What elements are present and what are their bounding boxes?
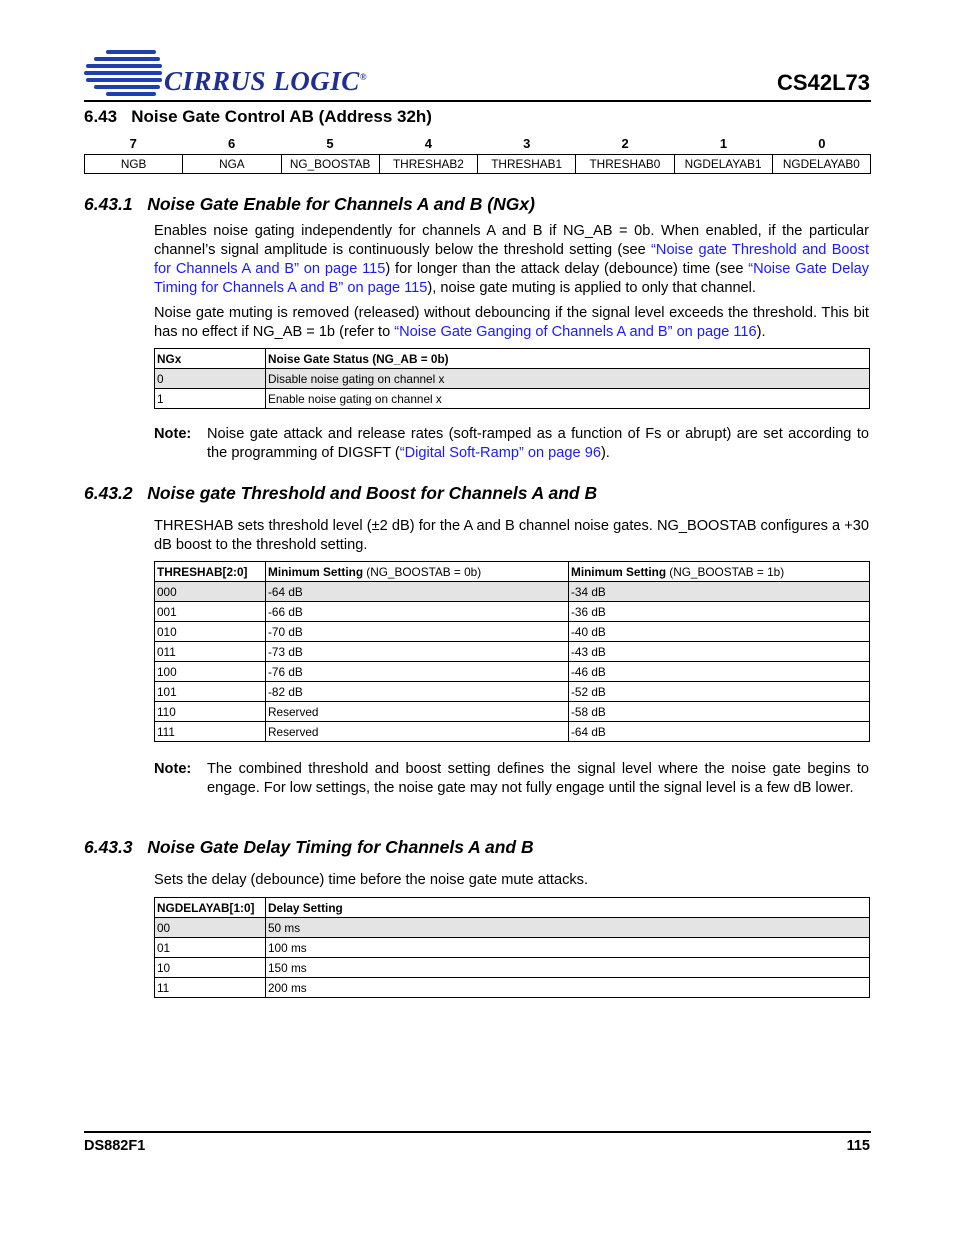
table-cell: -76 dB: [266, 662, 569, 682]
table-cell: 100: [155, 662, 266, 682]
paragraph: Enables noise gating independently for channels A and B if NG_AB = 0b. When enabled, if the particular channel’s signal amplitude is continuously below the threshold setting (see “Noise gate Threshold and Boost for Channels A and B” on page 115) for longer than the attack delay (debounce) time (see “Noise Gate Delay Timing for Channels A and B” on page 115), noise gate muting is applied to only that channel.: [154, 223, 870, 296]
table-cell: 011: [155, 642, 266, 662]
table-header: Minimum Setting (NG_BOOSTAB = 0b): [266, 562, 569, 582]
table-cell: 150 ms: [266, 958, 870, 978]
paragraph: Noise gate muting is removed (released) without debouncing if the signal level exceeds the threshold. This bit has no effect if NG_AB = 1b (refer to “Noise Gate Ganging of Channels A and B” on page 116).: [154, 305, 869, 340]
note-soft-ramp: Note: Noise gate attack and release rates (soft-ramped as a function of Fs or abrupt) are set according to the programming of DIGSFT (“Digital Soft-Ramp” on page 96).: [154, 426, 869, 461]
table-row: [155, 958, 870, 978]
table-cell: -70 dB: [266, 622, 569, 642]
table-cell: Disable noise gating on channel x: [266, 369, 870, 389]
bit-number-row: [84, 136, 871, 151]
table-row: [155, 622, 870, 642]
table-header: NGDELAYAB[1:0]: [155, 898, 266, 918]
bit-number: 5: [326, 136, 334, 151]
table-row: [155, 978, 870, 998]
table-cell: 1: [155, 389, 266, 409]
paragraph: THRESHAB sets threshold level (±2 dB) for the A and B channel noise gates. NG_BOOSTAB configures a +30 dB boost to the threshold setting.: [154, 518, 869, 553]
table-cell: -64 dB: [266, 582, 569, 602]
table-row: [155, 918, 870, 938]
bit-number: 6: [227, 136, 236, 151]
note-threshold: Note: The combined threshold and boost setting defines the signal level where the noise gate begins to engage. For low settings, the noise gate may not fully engage until the signal level is a few dB lower.: [154, 761, 869, 796]
table-header: Delay Setting: [266, 898, 870, 918]
table-row: [155, 682, 870, 702]
delay-table: [154, 897, 870, 998]
header-rule: [84, 100, 871, 102]
table-cell: 000: [155, 582, 266, 602]
table-cell: 11: [155, 978, 266, 998]
table-cell: -64 dB: [569, 722, 870, 742]
subsection-title-threshold: 6.43.2 Noise gate Threshold and Boost for Channels A and B: [84, 483, 598, 503]
table-header-row: [155, 898, 870, 918]
table-row: [155, 938, 870, 958]
cirrus-logic-logo: [84, 46, 374, 100]
table-cell: -52 dB: [569, 682, 870, 702]
bit-number: 4: [424, 136, 432, 151]
table-cell: -82 dB: [266, 682, 569, 702]
table-header: Minimum Setting (NG_BOOSTAB = 1b): [569, 562, 870, 582]
note-label: Note:: [154, 426, 192, 442]
link-digital-soft-ramp[interactable]: “Digital Soft-Ramp” on page 96: [399, 444, 601, 461]
table-row: [155, 602, 870, 622]
logo-text: CIRRUS LOGIC®: [164, 66, 368, 96]
table-cell: 010: [155, 622, 266, 642]
table-row: [155, 582, 870, 602]
note-label: Note:: [154, 761, 192, 777]
threshold-table: [154, 561, 870, 742]
page-number: 115: [846, 1138, 870, 1154]
link-threshold[interactable]: “Noise gate Threshold and Boost for Channels A and B” on page 115: [154, 242, 870, 277]
table-row: [155, 369, 870, 389]
table-row: [155, 389, 870, 409]
bit-name: NGA: [183, 155, 281, 174]
table-header: THRESHAB[2:0]: [155, 562, 266, 582]
table-cell: -43 dB: [569, 642, 870, 662]
table-row: [155, 722, 870, 742]
bit-number: 1: [719, 136, 728, 151]
table-cell: 101: [155, 682, 266, 702]
footer-rule: [84, 1131, 871, 1133]
bit-name: THRESHAB1: [478, 155, 576, 174]
table-cell: 100 ms: [266, 938, 870, 958]
table-header-row: [155, 562, 870, 582]
table-row: [155, 702, 870, 722]
part-number: CS42L73: [777, 70, 870, 95]
table-cell: 50 ms: [266, 918, 870, 938]
table-cell: -66 dB: [266, 602, 569, 622]
link-ganging[interactable]: “Noise Gate Ganging of Channels A and B” on page 116: [394, 324, 757, 340]
table-header: Noise Gate Status (NG_AB = 0b): [266, 349, 870, 369]
bit-number: 0: [818, 136, 826, 151]
link-delay-timing[interactable]: “Noise Gate Delay Timing for Channels A and B” on page 115: [154, 261, 869, 296]
table-cell: -40 dB: [569, 622, 870, 642]
subsection-title-ngx: 6.43.1 Noise Gate Enable for Channels A and B (NGx): [84, 194, 535, 214]
table-cell: Reserved: [266, 702, 569, 722]
table-cell: 00: [155, 918, 266, 938]
table-cell: Enable noise gating on channel x: [266, 389, 870, 409]
bit-number: 2: [621, 136, 629, 151]
table-cell: 0: [155, 369, 266, 389]
document-id: DS882F1: [84, 1138, 146, 1154]
subsection-title-delay: 6.43.3 Noise Gate Delay Timing for Channels A and B: [84, 837, 534, 857]
register-bit-table: [84, 154, 871, 174]
ngx-table: [154, 348, 870, 409]
table-cell: 111: [155, 722, 266, 742]
bit-name: NG_BOOSTAB: [281, 155, 379, 174]
table-cell: -46 dB: [569, 662, 870, 682]
table-cell: 200 ms: [266, 978, 870, 998]
table-cell: 10: [155, 958, 266, 978]
table-row: [155, 642, 870, 662]
bit-name: NGDELAYAB1: [674, 155, 772, 174]
table-cell: -34 dB: [569, 582, 870, 602]
table-row: [85, 155, 871, 174]
table-row: [155, 662, 870, 682]
table-header: NGx: [155, 349, 266, 369]
bit-name: THRESHAB0: [576, 155, 674, 174]
logo-stripes-icon: [84, 46, 174, 100]
table-cell: -73 dB: [266, 642, 569, 662]
table-header-row: [155, 349, 870, 369]
section-title: 6.43 Noise Gate Control AB (Address 32h): [84, 107, 432, 126]
table-cell: 01: [155, 938, 266, 958]
table-cell: -58 dB: [569, 702, 870, 722]
bit-name: NGB: [85, 155, 183, 174]
table-cell: Reserved: [266, 722, 569, 742]
bit-name: NGDELAYAB0: [772, 155, 870, 174]
table-cell: -36 dB: [569, 602, 870, 622]
bit-name: THRESHAB2: [379, 155, 477, 174]
bit-number: 3: [523, 136, 531, 151]
table-cell: 110: [155, 702, 266, 722]
bit-number: 7: [129, 136, 137, 151]
table-cell: 001: [155, 602, 266, 622]
paragraph: Sets the delay (debounce) time before the noise gate mute attacks.: [154, 872, 589, 888]
